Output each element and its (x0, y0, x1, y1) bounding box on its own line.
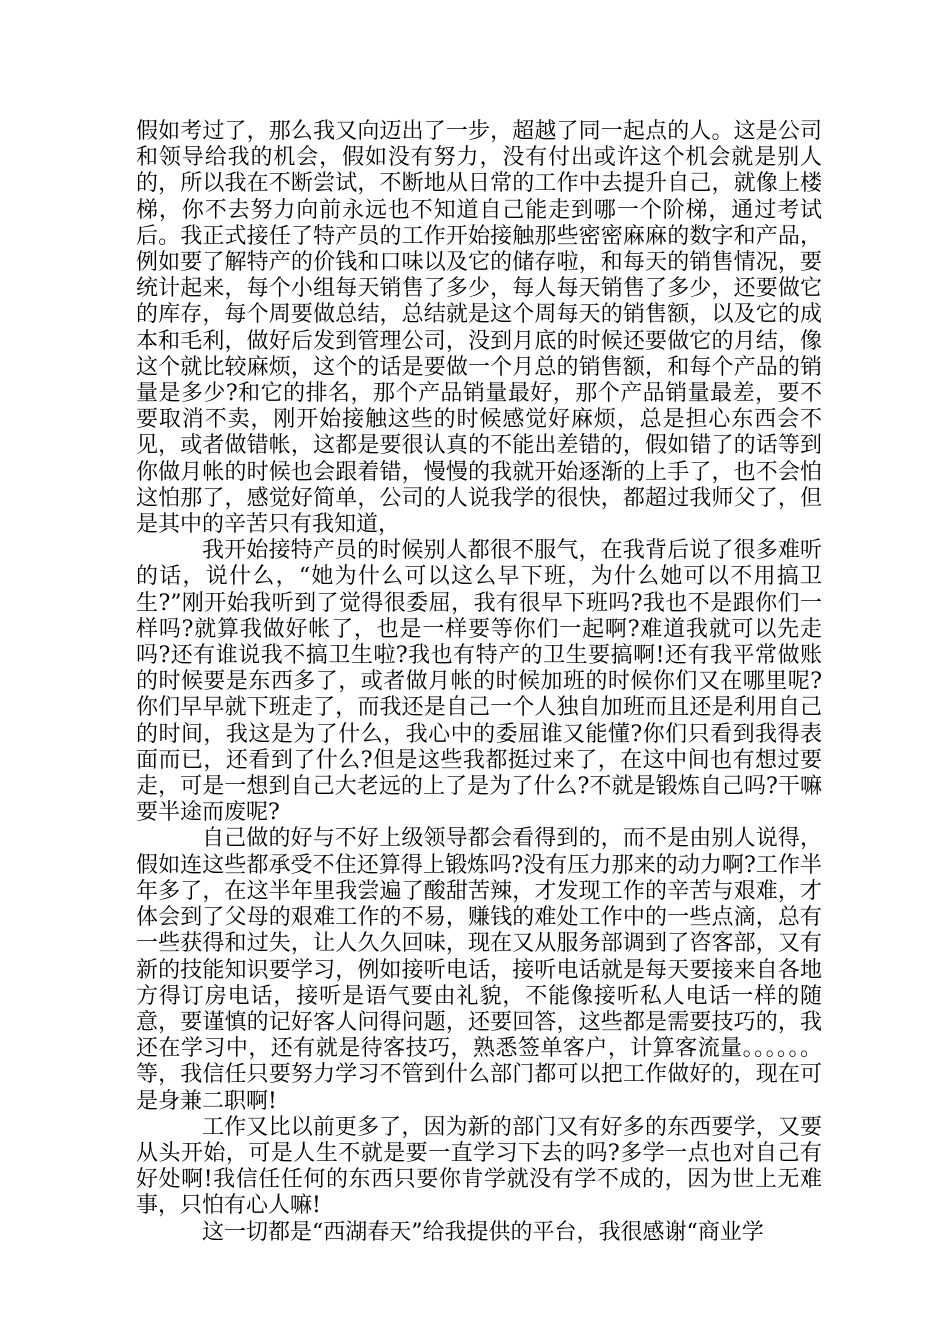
paragraph-4: 工作又比以前更多了，因为新的部门又有好多的东西要学，又要从头开始，可是人生不就是要一直学习下去的吗?多学一点也对自己有好处啊!我信任任何的东西只要你肯学就没有学不成的，因为世上无难事，只怕有心人嘛! (136, 1114, 822, 1219)
paragraph-5: 这一切都是“西湖春天”给我提供的平台，我很感谢“商业学 (202, 1219, 764, 1245)
paragraph-2: 我开始接特产员的时候别人都很不服气，在我背后说了很多难听的话，说什么，“她为什么可以这么早下班，为什么她可以不用搞卫生?”刚开始我听到了觉得很委屈，我有很早下班吗?我也不是跟你们一样吗?就算我做好帐了，也是一样要等你们一起啊?难道我就可以先走吗?还有谁说我不搞卫生啦?我也有特产的卫生要搞啊!还有我平常做账的时候要是东西多了，或者做月帐的时候加班的时候你们又在哪里呢?你们早早就下班走了，而我还是自己一个人独自加班而且还是利用自己的时间，我这是为了什么，我心中的委屈谁又能懂?你们只看到我得表面而已，还看到了什么?但是这些我都挺过来了，在这中间也有想过要走，可是一想到自己大老远的上了是为了什么?不就是锻炼自己吗?干嘛要半途而废呢? (136, 538, 822, 826)
document-page (136, 119, 822, 1246)
paragraph-1: 假如考过了，那么我又向迈出了一步，超越了同一起点的人。这是公司和领导给我的机会，假如没有努力，没有付出或许这个机会就是别人的，所以我在不断尝试，不断地从日常的工作中去提升自己，就像上楼梯，你不去努力向前永远也不知道自己能走到哪一个阶梯，通过考试后。我正式接任了特产员的工作开始接触那些密密麻麻的数字和产品，例如要了解特产的价钱和口味以及它的储存啦，和每天的销售情况，要统计起来，每个小组每天销售了多少，每人每天销售了多少，还要做它的库存，每个周要做总结，总结就是这个周每天的销售额，以及它的成本和毛利，做好后发到管理公司，没到月底的时候还要做它的月结，像这个就比较麻烦，这个的话是要做一个月总的销售额，和每个产品的销量是多少?和它的排名，那个产品销量最好，那个产品销量最差，要不要取消不卖，刚开始接触这些的时候感觉好麻烦，总是担心东西会不见，或者做错帐，这都是要很认真的不能出差错的，假如错了的话等到你做月帐的时候也会跟着错，慢慢的我就开始逐渐的上手了，也不会怕这怕那了，感觉好简单，公司的人说我学的很快，都超过我师父了，但是其中的辛苦只有我知道， (136, 119, 822, 538)
paragraph-3: 自己做的好与不好上级领导都会看得到的，而不是由别人说得，假如连这些都承受不住还算得上锻炼吗?没有压力那来的动力啊?工作半年多了，在这半年里我尝遍了酸甜苦辣，才发现工作的辛苦与艰难，才体会到了父母的艰难工作的不易，赚钱的难处工作中的一些点滴，总有一些获得和过失，让人久久回味，现在又从服务部调到了咨客部，又有新的技能知识要学习，例如接听电话，接听电话就是每天要接来自各地方得订房电话，接听是语气要由礼貌，不能像接听私人电话一样的随意，要谨慎的记好客人问得问题，还要回答，这些都是需要技巧的，我还在学习中，还有就是待客技巧，熟悉签单客户，计算客流量。。。。。。等，我信任只要努力学习不管到什么部门都可以把工作做好的，现在可是身兼二职啊! (136, 826, 822, 1114)
